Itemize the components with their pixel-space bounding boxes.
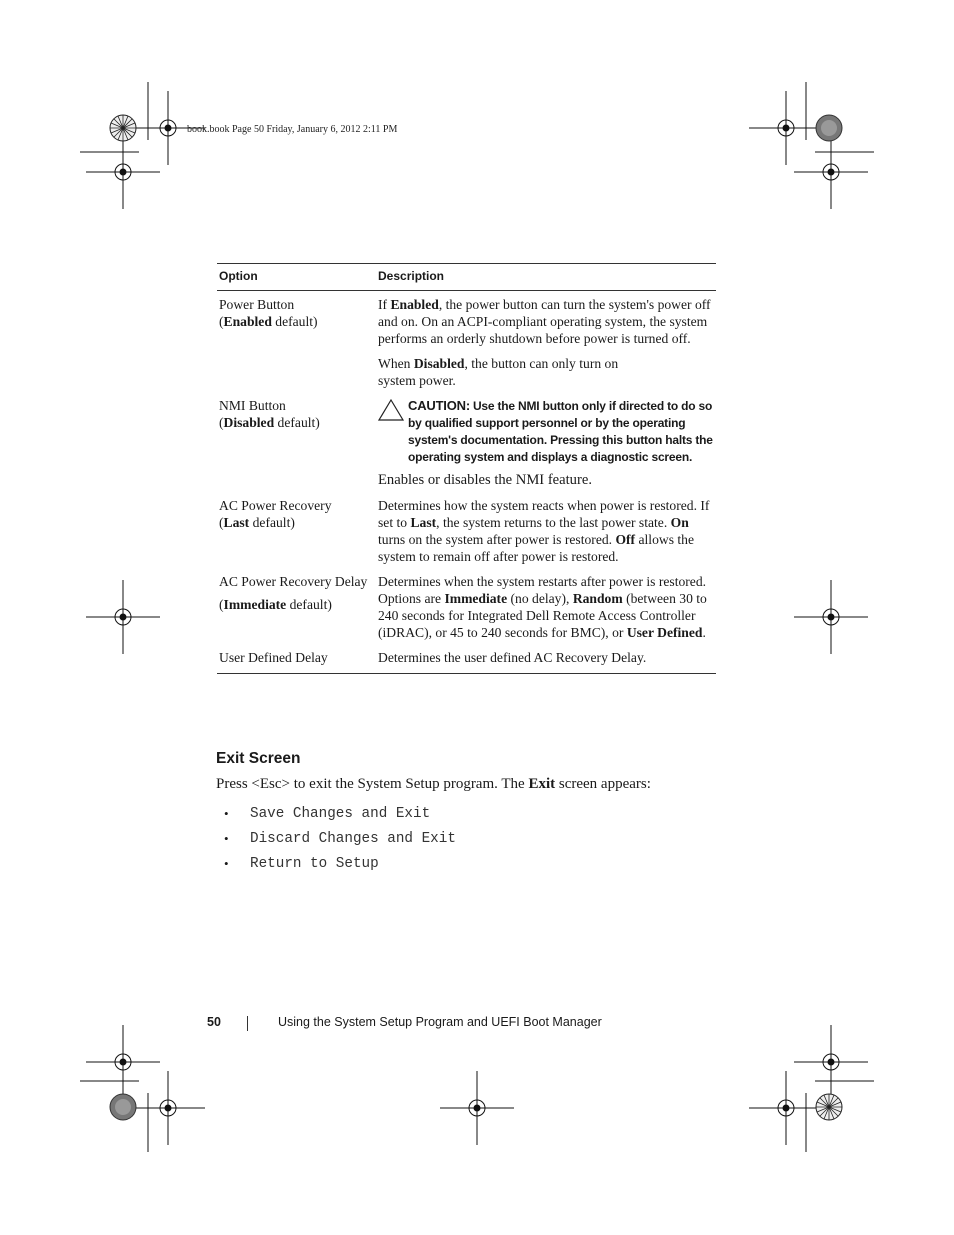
- option-cell: [217, 291, 376, 393]
- option-name: Power Button: [219, 297, 295, 312]
- list-item: [224, 851, 456, 876]
- description-paragraph: Determines how the system reacts when power is restored. If set to Last, the system returns to the last power state. On turns on the system after power is restored. Off allows the system to remain off after power is restored.: [378, 498, 710, 564]
- caution-triangle-icon: [378, 398, 408, 422]
- option-cell: [217, 568, 376, 644]
- description-column-header: Description: [376, 264, 716, 291]
- exit-option-text: Return to Setup: [250, 855, 379, 872]
- list-item: [224, 801, 456, 826]
- table-row-ac-power-recovery: [217, 492, 716, 568]
- description-paragraph: If Enabled, the power button can turn the system's power off and on. On an ACPI-compliant operating system, the system performs an orderly shutdown before power is turned off.: [378, 297, 711, 346]
- option-cell: [217, 644, 376, 674]
- description-cell: [376, 392, 716, 492]
- description-paragraph: When Disabled, the button can only turn on system power.: [378, 356, 619, 388]
- table-row-ac-power-recovery-delay: [217, 568, 716, 644]
- description-paragraph: Determines when the system restarts after power is restored. Options are Immediate (no delay), Random (between 30 to 240 seconds for Integrated Dell Remote Access Controller (iDRAC), or 45 to 240 seconds for BMC), or User Defined.: [378, 574, 707, 640]
- option-name: AC Power Recovery: [219, 498, 332, 513]
- exit-options-list: [224, 801, 456, 876]
- setup-options-table: [217, 263, 716, 674]
- option-cell: [217, 492, 376, 568]
- caution-note: [378, 397, 714, 466]
- option-name: AC Power Recovery Delay: [219, 574, 368, 589]
- exit-intro-text: Press <Esc> to exit the System Setup program. The Exit screen appears:: [216, 776, 651, 792]
- caution-label: CAUTION:: [408, 398, 470, 413]
- section-title-exit-screen: Exit Screen: [216, 750, 301, 767]
- table-header-row: [217, 264, 716, 291]
- description-cell: [376, 492, 716, 568]
- footer-divider: [247, 1016, 248, 1031]
- caution-text: CAUTION: Use the NMI button only if directed to do so by qualified support personnel or by the operating system's documentation. Pressing this button halts the operating system and displays a diagnostic screen.: [408, 398, 713, 464]
- option-default: (Last default): [219, 515, 295, 530]
- description-cell: [376, 568, 716, 644]
- bullet-icon: •: [224, 805, 229, 821]
- table-row-power-button: [217, 291, 716, 393]
- option-name: User Defined Delay: [219, 650, 328, 665]
- bullet-icon: •: [224, 855, 229, 871]
- description-paragraph: Enables or disables the NMI feature.: [378, 472, 592, 488]
- description-cell: [376, 291, 716, 393]
- page-number: 50: [207, 1015, 221, 1029]
- print-header: book.book Page 50 Friday, January 6, 2012 2:11 PM: [187, 124, 398, 135]
- description-paragraph: Determines the user defined AC Recovery Delay.: [378, 650, 647, 665]
- option-column-header: Option: [217, 264, 376, 291]
- option-cell: [217, 392, 376, 492]
- option-default: (Enabled default): [219, 314, 318, 329]
- option-default: (Disabled default): [219, 415, 320, 430]
- exit-option-text: Save Changes and Exit: [250, 805, 431, 822]
- list-item: [224, 826, 456, 851]
- option-default: (Immediate default): [219, 597, 332, 612]
- description-cell: [376, 644, 716, 674]
- exit-option-text: Discard Changes and Exit: [250, 830, 456, 847]
- footer-title: Using the System Setup Program and UEFI Boot Manager: [278, 1015, 602, 1029]
- bullet-icon: •: [224, 830, 229, 846]
- table-row-user-defined-delay: [217, 644, 716, 674]
- option-name: NMI Button: [219, 398, 286, 413]
- table-row-nmi-button: [217, 392, 716, 492]
